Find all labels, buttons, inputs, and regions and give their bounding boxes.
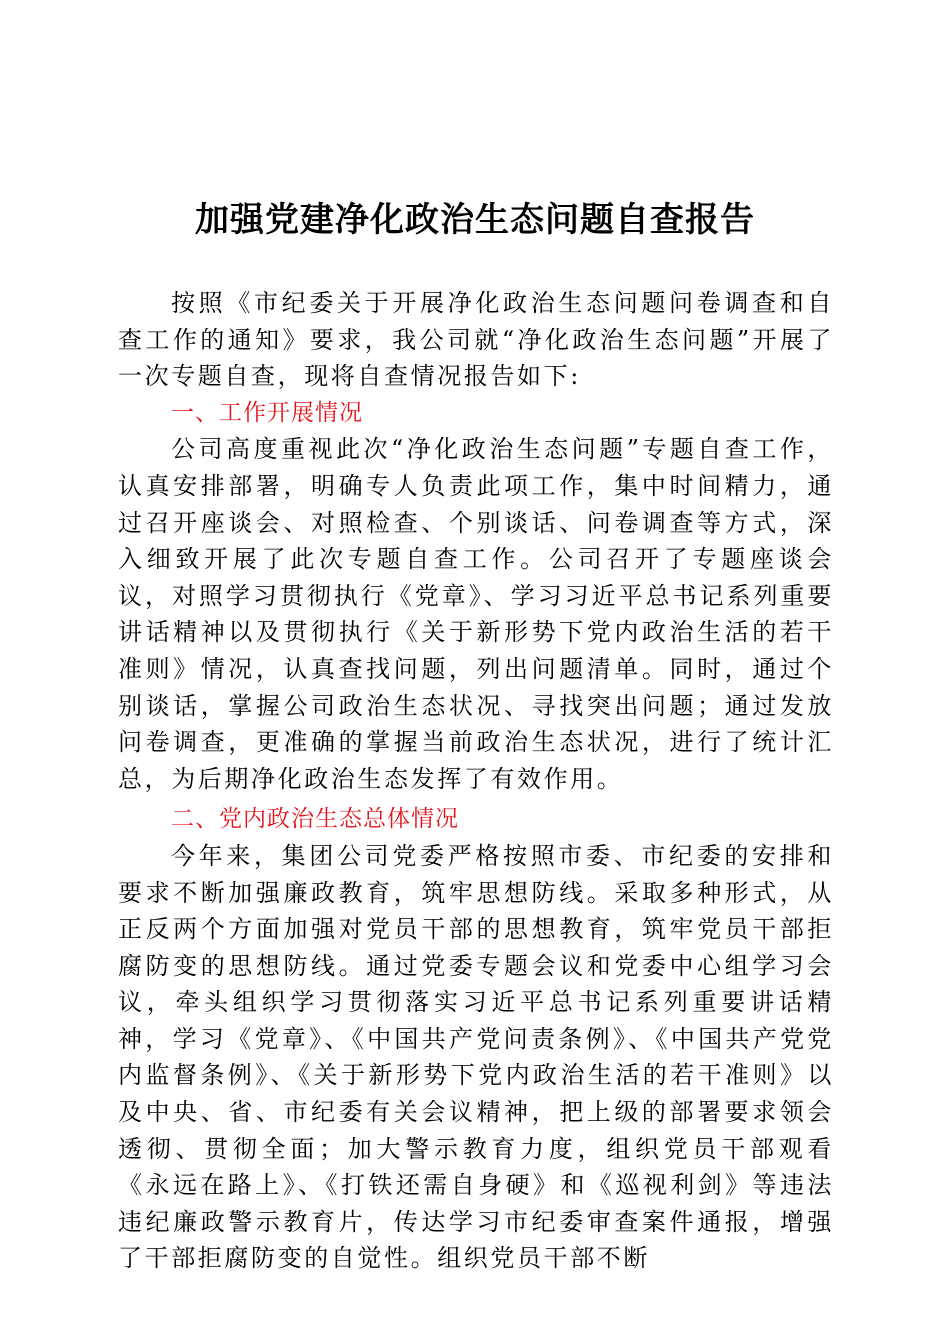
section-heading-1: 一、工作开展情况	[171, 399, 363, 426]
section-heading-2: 二、党内政治生态总体情况	[171, 806, 459, 833]
intro-paragraph: 按照《市纪委关于开展净化政治生态问题问卷调查和自查工作的通知》要求，我公司就“净化政治生态问题”开展了一次专题自查，现将自查情况报告如下:	[118, 289, 834, 391]
section-paragraph-1: 公司高度重视此次“净化政治生态问题”专题自查工作，认真安排部署，明确专人负责此项工作，集中时间精力，通过召开座谈会、对照检查、个别谈话、问卷调查等方式，深入细致开展了此次专题自查工作。公司召开了专题座谈会议，对照学习贯彻执行《党章》、学习习近平总书记系列重要讲话精神以及贯彻执行《关于新形势下党内政治生活的若干准则》情况，认真查找问题，列出问题清单。同时，通过个别谈话，掌握公司政治生态状况、寻找突出问题；通过发放问卷调查，更准确的掌握当前政治生态状况，进行了统计汇总，为后期净化政治生态发挥了有效作用。	[118, 435, 834, 793]
document-title: 加强党建净化政治生态问题自查报告	[195, 200, 755, 240]
section-paragraph-2: 今年来，集团公司党委严格按照市委、市纪委的安排和要求不断加强廉政教育，筑牢思想防线。采取多种形式，从正反两个方面加强对党员干部的思想教育，筑牢党员干部拒腐防变的思想防线。通过党委专题会议和党委中心组学习会议，牵头组织学习贯彻落实习近平总书记系列重要讲话精神，学习《党章》、《中国共产党问责条例》、《中国共产党党内监督条例》、《关于新形势下党内政治生活的若干准则》以及中央、省、市纪委有关会议精神，把上级的部署要求领会透彻、贯彻全面；加大警示教育力度，组织党员干部观看《永远在路上》、《打铁还需自身硬》和《巡视利剑》等违法违纪廉政警示教育片，传达学习市纪委审查案件通报，增强了干部拒腐防变的自觉性。组织党员干部不断	[118, 841, 834, 1273]
document-body	[118, 285, 834, 1277]
